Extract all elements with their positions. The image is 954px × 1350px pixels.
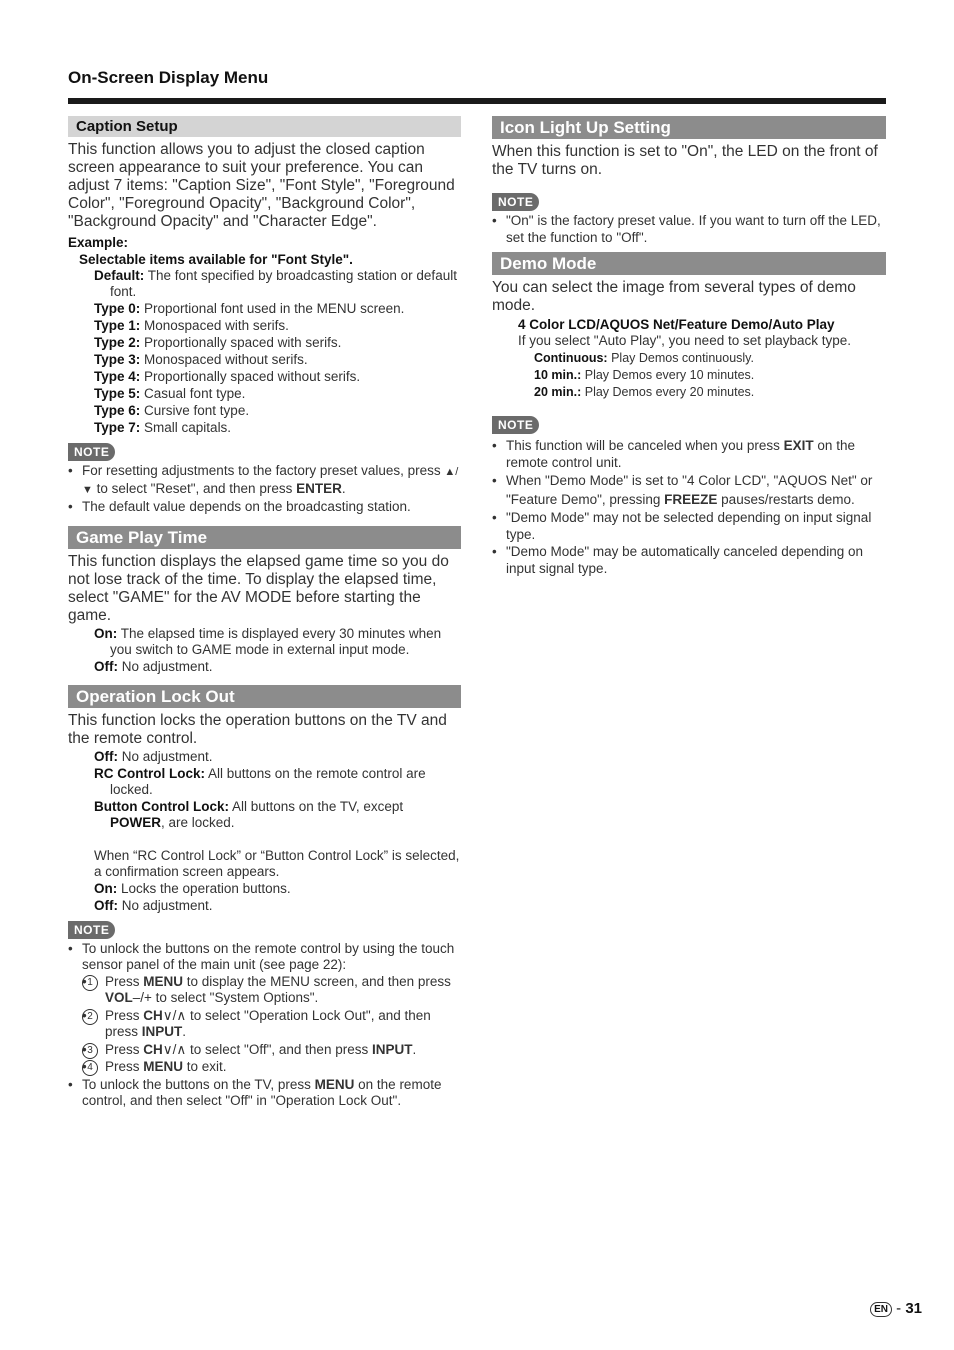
note-badge: NOTE	[68, 443, 115, 461]
note-item: • To unlock the buttons on the TV, press MENU on the remote control, and then select "Off" in "Operation Lock Out".	[68, 1077, 461, 1110]
confirmation-text: When “RC Control Lock” or “Button Control Lock” is selected, a confirmation screen appears.	[94, 847, 460, 879]
option-rc-control-lock: RC Control Lock: All buttons on the remote control are locked.	[94, 765, 426, 797]
item-text: Proportionally spaced without serifs.	[144, 369, 361, 384]
example-label: Example:	[68, 235, 129, 250]
demo-mode-section	[492, 252, 886, 577]
font-style-item	[94, 386, 461, 402]
step-number: • 4	[82, 1060, 98, 1076]
game-play-time-intro: This function displays the elapsed game time so you do not lose track of the time. To display the elapsed time, select "GAME" for the AV MODE before starting the game.	[68, 552, 449, 624]
item-text: Proportional font used in the MENU screen.	[144, 301, 405, 316]
caption-notes	[68, 463, 461, 516]
option-button-control-lock: Button Control Lock: All buttons on the TV, except POWER, are locked.	[94, 798, 404, 830]
font-style-item	[94, 268, 461, 300]
demo-mode-intro: You can select the image from several types of demo mode.	[492, 279, 856, 314]
font-style-item	[94, 335, 461, 351]
left-column	[68, 116, 461, 1111]
game-play-time-section	[68, 526, 461, 675]
option-10min: 10 min.: Play Demos every 10 minutes.	[534, 368, 755, 382]
up-down-arrow-icon: ▲/▼	[82, 466, 459, 496]
item-text: Monospaced with serifs.	[144, 318, 289, 333]
note-item: • The default value depends on the broadcasting station.	[68, 499, 461, 516]
note-item: • "Demo Mode" may not be selected depending on input signal type.	[492, 510, 886, 543]
item-label: Type 2:	[94, 335, 141, 350]
font-style-item	[94, 420, 461, 436]
operation-lock-out-section	[68, 685, 461, 1110]
language-badge: EN	[870, 1302, 892, 1317]
item-label: Type 6:	[94, 403, 141, 418]
step-number: • 2	[82, 1009, 98, 1025]
item-label: Type 4:	[94, 369, 141, 384]
item-text: Cursive font type.	[144, 403, 250, 418]
font-style-list	[68, 268, 461, 436]
item-text: Monospaced without serifs.	[144, 352, 308, 367]
option-off: Off: No adjustment.	[94, 748, 213, 764]
item-label: Type 0:	[94, 301, 141, 316]
font-style-item	[94, 352, 461, 368]
note-item: • For resetting adjustments to the factory preset values, press ▲/▼ to select "Reset", and then press ENTER.	[68, 463, 461, 498]
unlock-steps	[82, 974, 461, 1076]
icon-light-section	[492, 116, 886, 246]
step-number: • 1	[82, 975, 98, 991]
item-label: Type 1:	[94, 318, 141, 333]
operation-lock-out-intro: This function locks the operation buttons on the TV and the remote control.	[68, 711, 447, 747]
step-item: • 4 Press MENU to exit.	[82, 1059, 461, 1076]
font-style-item	[94, 301, 461, 317]
option-off: Off: No adjustment.	[94, 658, 213, 674]
step-item: • 2 Press CH∨/∧ to select "Operation Lock Out", and then press INPUT.	[82, 1008, 461, 1041]
note-badge: NOTE	[68, 921, 115, 939]
icon-light-intro: When this function is set to "On", the LED on the front of the TV turns on.	[492, 143, 878, 178]
demo-options-title: 4 Color LCD/AQUOS Net/Feature Demo/Auto Play	[518, 317, 835, 332]
page-number-footer: EN - 31	[870, 1300, 922, 1317]
note-badge: NOTE	[492, 193, 539, 211]
note-item: • "On" is the factory preset value. If you want to turn off the LED, set the function to "Off".	[492, 213, 886, 246]
option-20min: 20 min.: Play Demos every 20 minutes.	[534, 385, 755, 399]
header-rule	[68, 98, 886, 104]
font-style-item	[94, 369, 461, 385]
note-item: • To unlock the buttons on the remote control by using the touch sensor panel of the main unit (see page 22): • 1 Press MENU to display the MENU screen, and then press VOL–/+ to select "System Options". • 2 Press CH∨/∧ to select "Operation Lock Out", and then press INPUT. • 3 Press CH∨/∧ to select "Off", and then press INPUT. • 4 Press MENU to exit.	[68, 941, 461, 1076]
icon-light-notes	[492, 213, 886, 246]
note-item: • This function will be canceled when you press EXIT on the remote control unit.	[492, 438, 886, 471]
item-text: The font specified by broadcasting station or default font.	[110, 268, 457, 299]
operation-lock-notes	[68, 941, 461, 1110]
game-play-time-heading: Game Play Time	[68, 526, 461, 549]
item-label: Type 7:	[94, 420, 141, 435]
item-label: Default:	[94, 268, 145, 283]
operation-lock-out-heading: Operation Lock Out	[68, 685, 461, 708]
option-continuous: Continuous: Play Demos continuously.	[534, 351, 754, 365]
item-label: Type 3:	[94, 352, 141, 367]
demo-mode-notes	[492, 438, 886, 577]
icon-light-heading: Icon Light Up Setting	[492, 116, 886, 139]
font-style-item	[94, 318, 461, 334]
right-column	[492, 116, 886, 578]
caption-setup-section	[68, 116, 461, 516]
note-item: • "Demo Mode" may be automatically canceled depending on input signal type.	[492, 544, 886, 577]
item-label: Type 5:	[94, 386, 141, 401]
page-number: 31	[905, 1300, 922, 1317]
auto-play-options	[492, 350, 886, 400]
step-item: • 3 Press CH∨/∧ to select "Off", and then press INPUT.	[82, 1042, 461, 1059]
item-text: Casual font type.	[144, 386, 246, 401]
example-subtitle: Selectable items available for "Font Style".	[79, 252, 353, 267]
step-number: • 3	[82, 1043, 98, 1059]
option-off: Off: No adjustment.	[94, 897, 213, 913]
note-badge: NOTE	[492, 416, 539, 434]
item-text: Small capitals.	[144, 420, 232, 435]
demo-options-text: If you select "Auto Play", you need to set playback type.	[518, 333, 852, 348]
note-item: • When "Demo Mode" is set to "4 Color LCD", "AQUOS Net" or "Feature Demo", pressing FREEZE pauses/restarts demo.	[492, 472, 886, 509]
option-on: On: The elapsed time is displayed every 30 minutes when you switch to GAME mode in external input mode.	[94, 625, 442, 657]
font-style-item	[94, 403, 461, 419]
demo-mode-heading: Demo Mode	[492, 252, 886, 275]
step-item: • 1 Press MENU to display the MENU screen, and then press VOL–/+ to select "System Options".	[82, 974, 461, 1007]
option-on: On: Locks the operation buttons.	[94, 880, 291, 896]
item-text: Proportionally spaced with serifs.	[144, 335, 342, 350]
page-title: On-Screen Display Menu	[68, 68, 269, 87]
caption-setup-intro: This function allows you to adjust the closed caption screen appearance to suit your preference. You can adjust 7 items: "Caption Size", "Font Style", "Foreground Color", "Foreground Opacity", "Background Color", "Background Opacity" and "Character Edge".	[68, 141, 455, 230]
caption-setup-heading: Caption Setup	[68, 116, 461, 137]
